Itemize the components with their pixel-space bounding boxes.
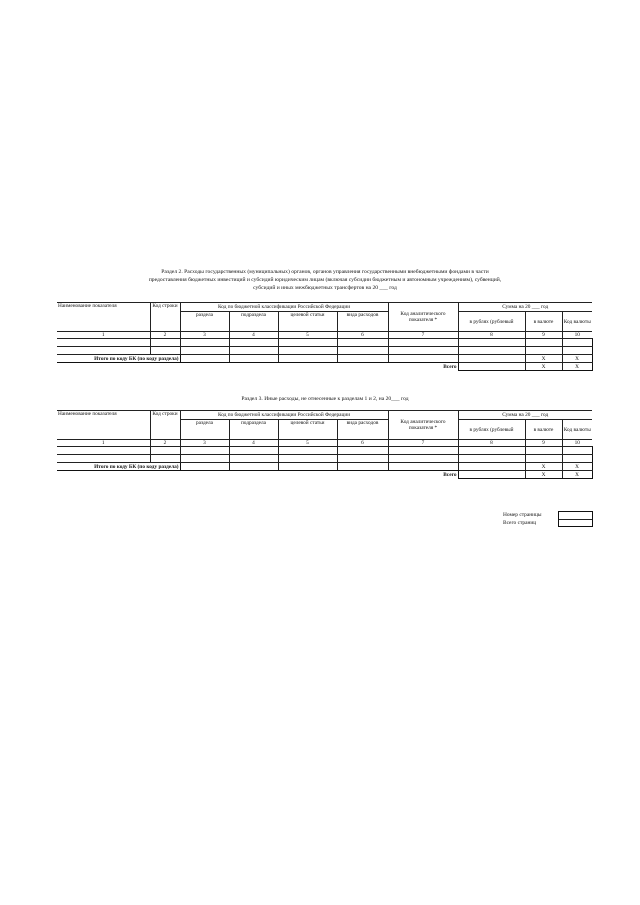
table-cell[interactable] [337, 347, 388, 355]
table-cell[interactable] [337, 355, 388, 363]
grand-total-row [57, 363, 592, 371]
header-row-code: Код строки [150, 303, 180, 332]
table-cell[interactable] [57, 455, 150, 463]
header-currency-code: Код валюты [562, 312, 592, 332]
col-number: 6 [337, 332, 388, 339]
section-2-table [57, 302, 593, 371]
table-cell[interactable] [388, 355, 458, 363]
table-cell[interactable] [278, 339, 337, 347]
section-2-title [60, 268, 590, 292]
page-number-label: Номер страницы [503, 512, 542, 518]
column-numbers-row [57, 332, 592, 339]
table-cell[interactable] [229, 447, 278, 455]
col-number: 8 [458, 332, 525, 339]
table-cell[interactable] [278, 355, 337, 363]
table-row [57, 339, 592, 347]
header-expense-type: вида расходов [337, 420, 388, 440]
table-cell[interactable] [337, 463, 388, 471]
table-row [57, 347, 592, 355]
header-section: раздела [180, 420, 229, 440]
table-cell[interactable] [278, 455, 337, 463]
grand-total-label: Всего [57, 471, 458, 479]
header-row-code: Код строки [150, 411, 180, 440]
table-cell[interactable] [57, 347, 150, 355]
table-cell[interactable] [278, 447, 337, 455]
table-cell[interactable] [229, 347, 278, 355]
col-number: 4 [229, 332, 278, 339]
header-in-currency: в валюте [525, 420, 562, 440]
x-mark: X [525, 363, 562, 371]
table-cell[interactable] [562, 339, 592, 347]
table-cell[interactable] [525, 455, 562, 463]
grand-total-row [57, 471, 592, 479]
table-cell[interactable] [150, 447, 180, 455]
header-name: Наименование показателя [57, 303, 150, 332]
col-number: 5 [278, 440, 337, 447]
total-by-code-row [57, 355, 592, 363]
x-mark: X [525, 355, 562, 363]
table-cell[interactable] [562, 455, 592, 463]
table-row [57, 447, 592, 455]
table-cell[interactable] [180, 447, 229, 455]
col-number: 9 [525, 332, 562, 339]
header-target-article: целевой статьи [278, 420, 337, 440]
col-number: 7 [388, 440, 458, 447]
col-number: 6 [337, 440, 388, 447]
col-number: 7 [388, 332, 458, 339]
table-cell[interactable] [278, 347, 337, 355]
table-cell[interactable] [458, 355, 525, 363]
section-2-title-line-2: предоставления бюджетных инвестиций и субсидий юридическим лицам (включая субсидии бюджетным и автономным учреждениям), субвенций, [148, 277, 502, 283]
column-numbers-row [57, 440, 592, 447]
page-number-block [503, 511, 593, 527]
header-sum-for-year: Сумма на 20 ___ год [458, 411, 592, 420]
header-in-rubles: в рублях (рублевый [458, 312, 525, 332]
table-cell[interactable] [229, 455, 278, 463]
table-cell[interactable] [180, 455, 229, 463]
section-2-title-line-1: Раздел 2. Расходы государственных (муниципальных) органов, органов управления государственными внебюджетными фондами в части [161, 269, 489, 275]
table-cell[interactable] [180, 347, 229, 355]
table-cell[interactable] [525, 447, 562, 455]
section-2-title-line-3: субсидий и иных межбюджетных трансфертов на 20 ___ год [253, 285, 397, 291]
header-section: раздела [180, 312, 229, 332]
grand-total-label: Всего [57, 363, 458, 371]
table-cell[interactable] [150, 455, 180, 463]
col-number: 8 [458, 440, 525, 447]
table-cell[interactable] [388, 339, 458, 347]
total-by-code-row [57, 463, 592, 471]
header-expense-type: вида расходов [337, 312, 388, 332]
header-analytic-code: Код аналитического показателя * [388, 303, 458, 332]
header-subsection: подраздела [229, 312, 278, 332]
table-cell[interactable] [229, 463, 278, 471]
col-number: 10 [562, 440, 592, 447]
table-cell[interactable] [150, 339, 180, 347]
section-3-table [57, 410, 593, 479]
col-number: 10 [562, 332, 592, 339]
table-cell[interactable] [180, 355, 229, 363]
table-cell[interactable] [525, 339, 562, 347]
table-cell[interactable] [229, 339, 278, 347]
table-row [57, 455, 592, 463]
section-3-title [60, 395, 590, 403]
table-cell[interactable] [229, 355, 278, 363]
header-analytic-code: Код аналитического показателя * [388, 411, 458, 440]
table-cell[interactable] [525, 347, 562, 355]
table-cell[interactable] [458, 363, 525, 371]
table-cell[interactable] [458, 463, 525, 471]
table-cell[interactable] [388, 447, 458, 455]
header-bk-code: Код по бюджетной классификации Российской Федерации [180, 303, 388, 312]
table-cell[interactable] [458, 455, 525, 463]
table-cell[interactable] [458, 447, 525, 455]
total-pages-box[interactable] [558, 519, 593, 527]
col-number: 1 [57, 332, 150, 339]
col-number: 3 [180, 332, 229, 339]
header-in-currency: в валюте [525, 312, 562, 332]
header-bk-code: Код по бюджетной классификации Российской Федерации [180, 411, 388, 420]
total-pages-label: Всего страниц [503, 520, 537, 526]
x-mark: X [525, 463, 562, 471]
table-cell[interactable] [337, 339, 388, 347]
x-mark: X [562, 355, 592, 363]
x-mark: X [562, 471, 592, 479]
table-cell[interactable] [458, 471, 525, 479]
total-by-code-label: Итого по коду БК (по коду раздела) [57, 355, 180, 363]
table-cell[interactable] [180, 463, 229, 471]
table-cell[interactable] [562, 347, 592, 355]
x-mark: X [525, 471, 562, 479]
table-cell[interactable] [337, 447, 388, 455]
header-name: Наименование показателя [57, 411, 150, 440]
col-number: 5 [278, 332, 337, 339]
table-cell[interactable] [388, 455, 458, 463]
table-cell[interactable] [388, 463, 458, 471]
table-cell[interactable] [180, 339, 229, 347]
table-cell[interactable] [57, 339, 150, 347]
header-subsection: подраздела [229, 420, 278, 440]
header-sum-for-year: Сумма на 20 ___ год [458, 303, 592, 312]
col-number: 3 [180, 440, 229, 447]
x-mark: X [562, 463, 592, 471]
col-number: 1 [57, 440, 150, 447]
table-cell[interactable] [337, 455, 388, 463]
col-number: 4 [229, 440, 278, 447]
table-cell[interactable] [150, 347, 180, 355]
x-mark: X [562, 363, 592, 371]
total-by-code-label: Итого по коду БК (по коду раздела) [57, 463, 180, 471]
col-number: 2 [150, 440, 180, 447]
table-cell[interactable] [388, 347, 458, 355]
col-number: 2 [150, 332, 180, 339]
table-cell[interactable] [57, 447, 150, 455]
section-3-title-line: Раздел 3. Иные расходы, не отнесенные к разделам 1 и 2, на 20___ год [241, 396, 409, 402]
header-in-rubles: в рублях (рублевый [458, 420, 525, 440]
header-currency-code: Код валюты [562, 420, 592, 440]
col-number: 9 [525, 440, 562, 447]
table-cell[interactable] [278, 463, 337, 471]
table-cell[interactable] [458, 339, 525, 347]
header-target-article: целевой статьи [278, 312, 337, 332]
table-cell[interactable] [562, 447, 592, 455]
table-cell[interactable] [458, 347, 525, 355]
